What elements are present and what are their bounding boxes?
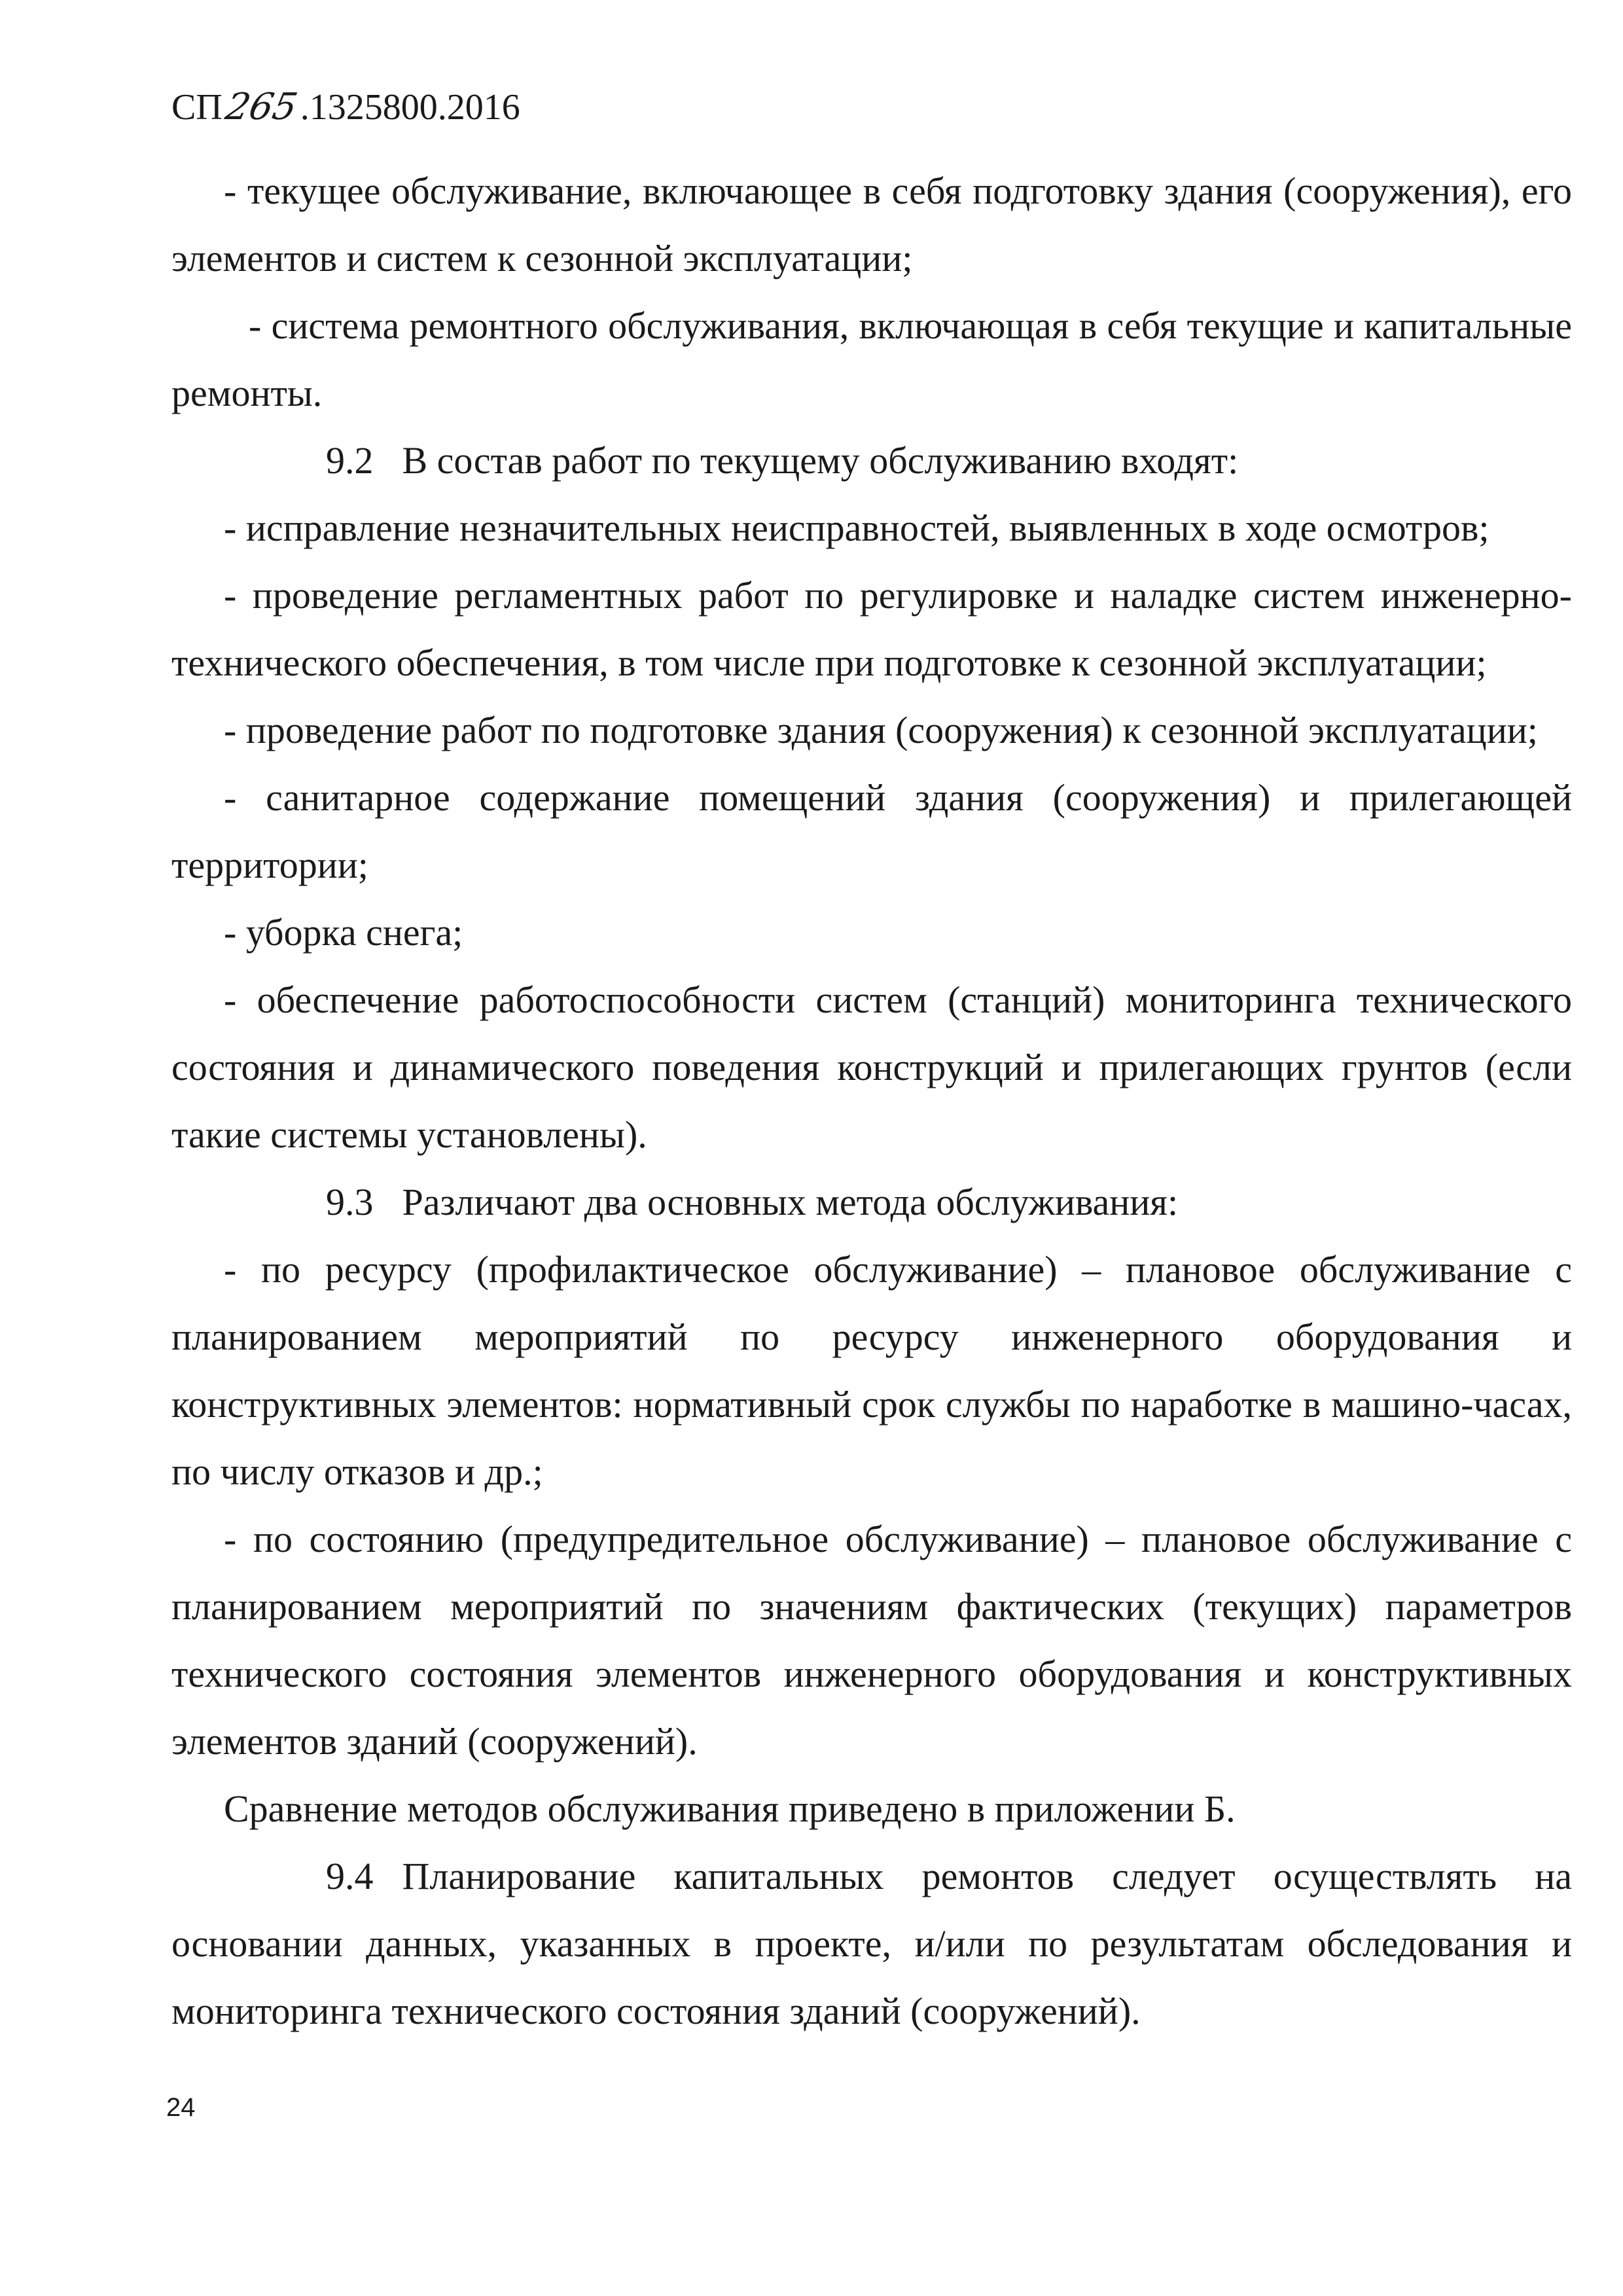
handwritten-code-number: 265 xyxy=(221,86,301,128)
paragraph: - по ресурсу (профилактическое обслуживание) – плановое обслуживание с планированием мероприятий по ресурсу инженерного оборудования и конструктивных элементов: нормативный срок службы по наработке в машино-часах, по числу отказов и др.; xyxy=(171,1248,1572,1493)
paragraph: - исправление незначительных неисправностей, выявленных в ходе осмотров; xyxy=(224,507,1489,549)
clause-number: 9.4 xyxy=(326,1855,374,1897)
page-number: 24 xyxy=(166,2093,196,2122)
document-code-header xyxy=(171,84,520,131)
clause-number: 9.2 xyxy=(326,439,374,482)
paragraph: - по состоянию (предупредительное обслуживание) – плановое обслуживание с планированием мероприятий по значениям фактических (текущих) параметров технического состояния элементов инженерного оборудования и конструктивных элементов зданий (сооружений). xyxy=(171,1518,1572,1763)
document-body xyxy=(171,157,1572,2045)
paragraph: - система ремонтного обслуживания, включающая в себя текущие и капитальные ремонты. xyxy=(171,304,1572,414)
clause-text: Различают два основных метода обслуживания: xyxy=(402,1181,1179,1223)
paragraph: - проведение регламентных работ по регулировке и наладке систем инженерно-технического обеспечения, в том числе при подготовке к сезонной эксплуатации; xyxy=(171,574,1572,684)
clause-paragraph xyxy=(171,1842,1572,2045)
paragraph: - санитарное содержание помещений здания (сооружения) и прилегающей территории; xyxy=(171,776,1572,886)
clause-paragraph xyxy=(171,1168,1572,1236)
code-suffix: .1325800.2016 xyxy=(300,87,520,128)
paragraph: - уборка снега; xyxy=(224,911,463,954)
clause-paragraph xyxy=(171,427,1572,494)
paragraph: Сравнение методов обслуживания приведено в приложении Б. xyxy=(224,1787,1236,1830)
code-prefix: СП xyxy=(171,87,223,128)
clause-text: В состав работ по текущему обслуживанию входят: xyxy=(402,439,1239,482)
paragraph: - текущее обслуживание, включающее в себя подготовку здания (сооружения), его элементов и систем к сезонной эксплуатации; xyxy=(171,170,1572,279)
clause-number: 9.3 xyxy=(326,1181,374,1223)
paragraph: - проведение работ по подготовке здания (сооружения) к сезонной эксплуатации; xyxy=(224,709,1538,751)
clause-text: Планирование капитальных ремонтов следует осуществлять на основании данных, указанных в проекте, и/или по результатам обследования и мониторинга технического состояния зданий (сооружений). xyxy=(171,1855,1572,2032)
paragraph: - обеспечение работоспособности систем (станций) мониторинга технического состояния и динамического поведения конструкций и прилегающих грунтов (если такие системы установлены). xyxy=(171,978,1572,1156)
